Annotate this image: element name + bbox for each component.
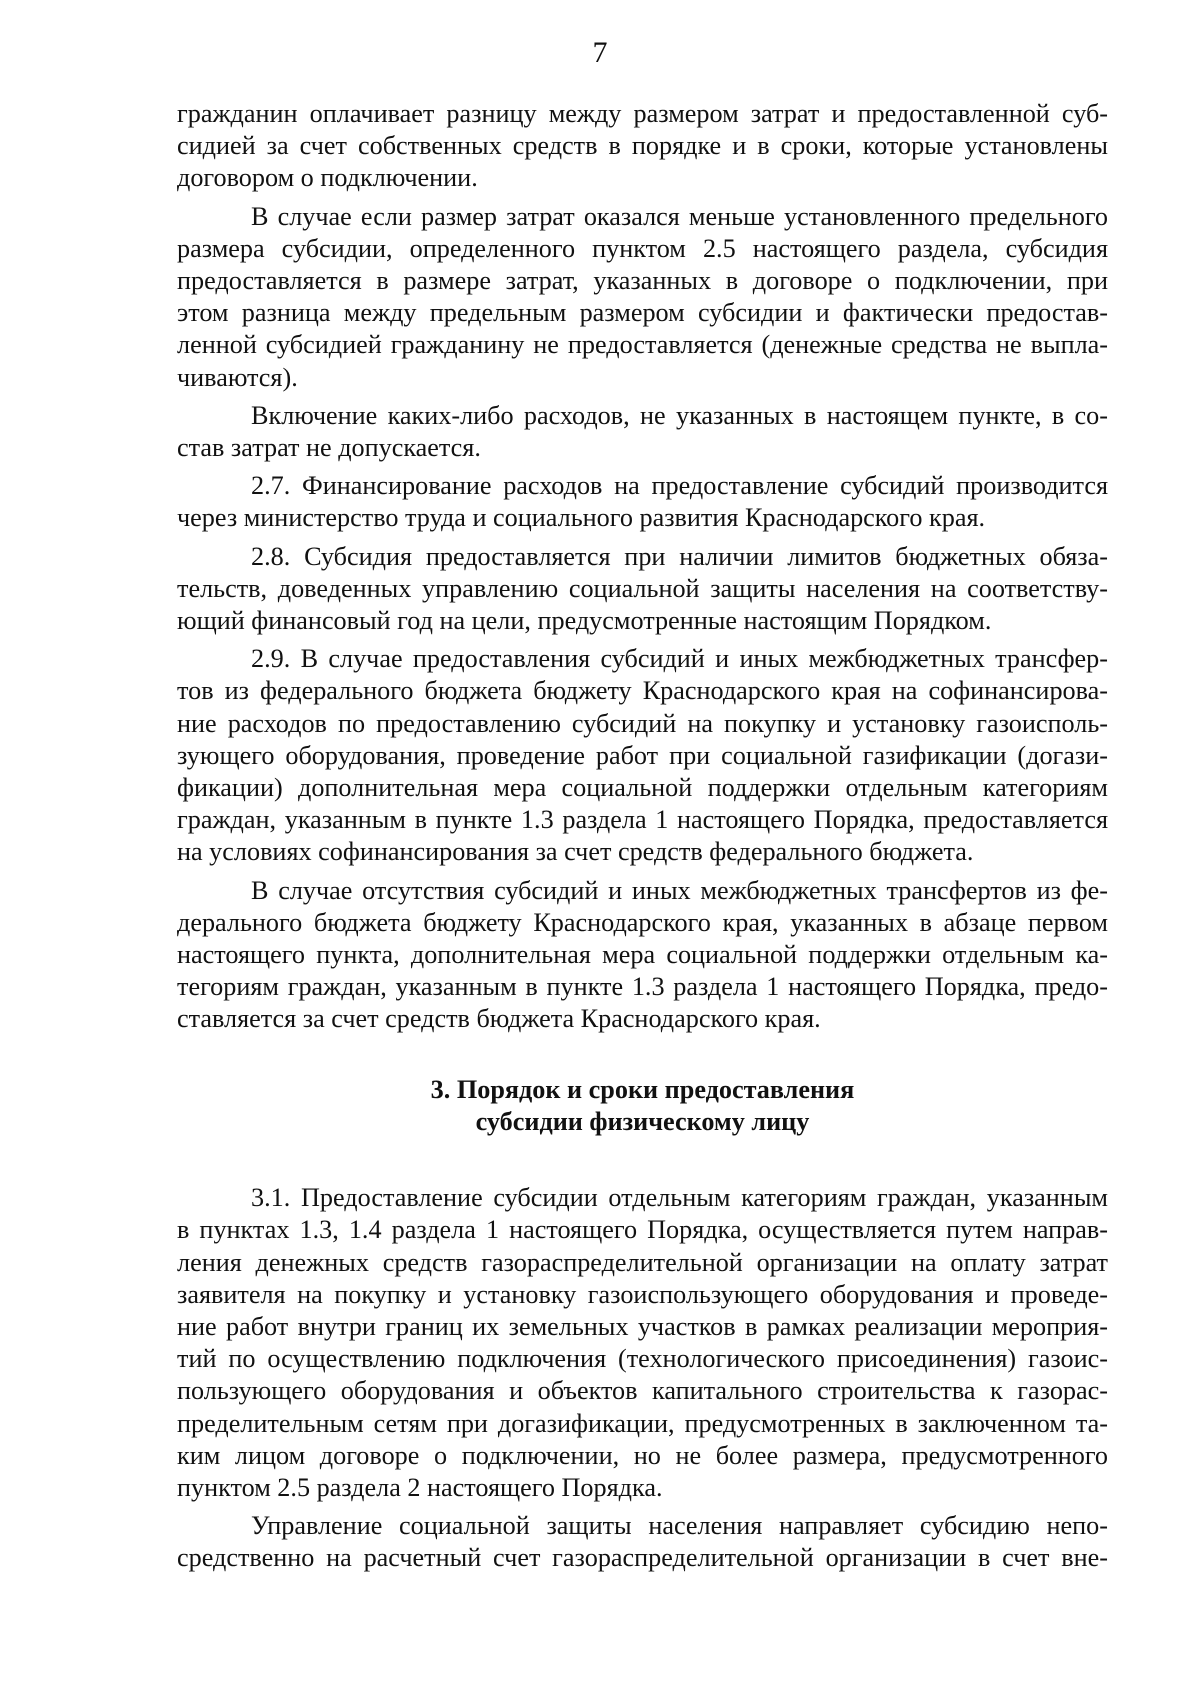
text-line: ющий финансовый год на цели, предусмотренные настоящим Порядком.: [177, 606, 992, 636]
text-line: пользующего оборудования и объектов капитального строительства к газорас-: [177, 1376, 1108, 1406]
text-line: тегориям граждан, указанным в пункте 1.3 раздела 1 настоящего Порядка, предо-: [177, 972, 1108, 1002]
text-line: этом разница между предельным размером субсидии и фактически предостав-: [177, 298, 1108, 328]
text-line: дерального бюджета бюджету Краснодарского края, указанных в абзаце первом: [177, 907, 1108, 937]
text-line: 3.1. Предоставление субсидии отдельным категориям граждан, указанным: [251, 1183, 1108, 1213]
text-line: ние работ внутри границ их земельных участков в рамках реализации мероприя-: [177, 1311, 1108, 1341]
text-line: чиваются).: [177, 362, 298, 392]
section-title-line: субсидии физическому лицу: [475, 1106, 810, 1136]
text-line: предоставляется в размере затрат, указанных в договоре о подключении, при: [177, 266, 1108, 296]
paragraph-2-9: [177, 643, 1108, 868]
text-line: ленной субсидией гражданину не предоставляется (денежные средства не выпла-: [177, 330, 1108, 360]
text-line: фикации) дополнительная мера социальной поддержки отдельным категориям: [177, 773, 1108, 803]
text-line: ние расходов по предоставлению субсидий на покупку и установку газоисполь-: [177, 708, 1108, 738]
text-line: 2.7. Финансирование расходов на предоставление субсидий производится: [251, 471, 1108, 501]
paragraph-continuation: [177, 98, 1108, 195]
text-line: В случае если размер затрат оказался меньше установленного предельного: [251, 201, 1108, 231]
text-line: граждан, указанным в пункте 1.3 раздела 1 настоящего Порядка, предоставляется: [177, 805, 1108, 835]
text-line: средственно на расчетный счет газораспределительной организации в счет вне-: [177, 1543, 1108, 1573]
paragraph: [177, 400, 1108, 464]
paragraph-3-1: [177, 1182, 1108, 1504]
text-line: пределительным сетям при догазификации, предусмотренных в заключенном та-: [177, 1408, 1108, 1438]
text-line: 2.9. В случае предоставления субсидий и иных межбюджетных трансфер-: [251, 644, 1108, 674]
text-line: ким лицом договоре о подключении, но не более размера, предусмотренного: [177, 1440, 1108, 1470]
text-line: тий по осуществлению подключения (технологического присоединения) газоис-: [177, 1344, 1108, 1374]
paragraph: [177, 201, 1108, 394]
paragraph: [177, 875, 1108, 1036]
text-line: В случае отсутствия субсидий и иных межбюджетных трансфертов из фе-: [251, 875, 1108, 905]
text-line: тельств, доведенных управлению социальной защиты населения на соответству-: [177, 573, 1108, 603]
section-heading: [177, 1074, 1108, 1138]
text-line: сидией за счет собственных средств в порядке и в сроки, которые установлены: [177, 131, 1108, 161]
paragraph: [177, 1510, 1108, 1574]
paragraph-2-8: [177, 541, 1108, 638]
text-line: договором о подключении.: [177, 163, 478, 193]
text-line: гражданин оплачивает разницу между размером затрат и предоставленной суб-: [177, 99, 1108, 128]
text-line: на условиях софинансирования за счет средств федерального бюджета.: [177, 837, 974, 867]
text-line: заявителя на покупку и установку газоиспользующего оборудования и проведе-: [177, 1279, 1108, 1309]
text-line: Управление социальной защиты населения направляет субсидию непо-: [251, 1511, 1108, 1541]
text-line: в пунктах 1.3, 1.4 раздела 1 настоящего Порядка, осуществляется путем направ-: [177, 1215, 1108, 1245]
text-line: Включение каких-либо расходов, не указанных в настоящем пункте, в со-: [251, 400, 1108, 430]
text-line: зующего оборудования, проведение работ при социальной газификации (догази-: [177, 740, 1108, 770]
text-line: пунктом 2.5 раздела 2 настоящего Порядка.: [177, 1472, 663, 1502]
text-line: через министерство труда и социального развития Краснодарского края.: [177, 503, 986, 533]
page-number: 7: [592, 36, 608, 69]
text-line: настоящего пункта, дополнительная мера социальной поддержки отдельным ка-: [177, 940, 1108, 970]
text-line: став затрат не допускается.: [177, 433, 481, 463]
paragraph-2-7: [177, 470, 1108, 534]
text-line: тов из федерального бюджета бюджету Краснодарского края на софинансирова-: [177, 676, 1108, 706]
document-body: [177, 98, 1108, 1575]
text-line: 2.8. Субсидия предоставляется при наличии лимитов бюджетных обяза-: [251, 541, 1108, 571]
section-title-line: 3. Порядок и сроки предоставления: [430, 1074, 855, 1104]
text-line: ления денежных средств газораспределительной организации на оплату затрат: [177, 1247, 1108, 1277]
text-line: размера субсидии, определенного пунктом 2.5 настоящего раздела, субсидия: [177, 233, 1108, 263]
text-line: ставляется за счет средств бюджета Краснодарского края.: [177, 1004, 821, 1034]
